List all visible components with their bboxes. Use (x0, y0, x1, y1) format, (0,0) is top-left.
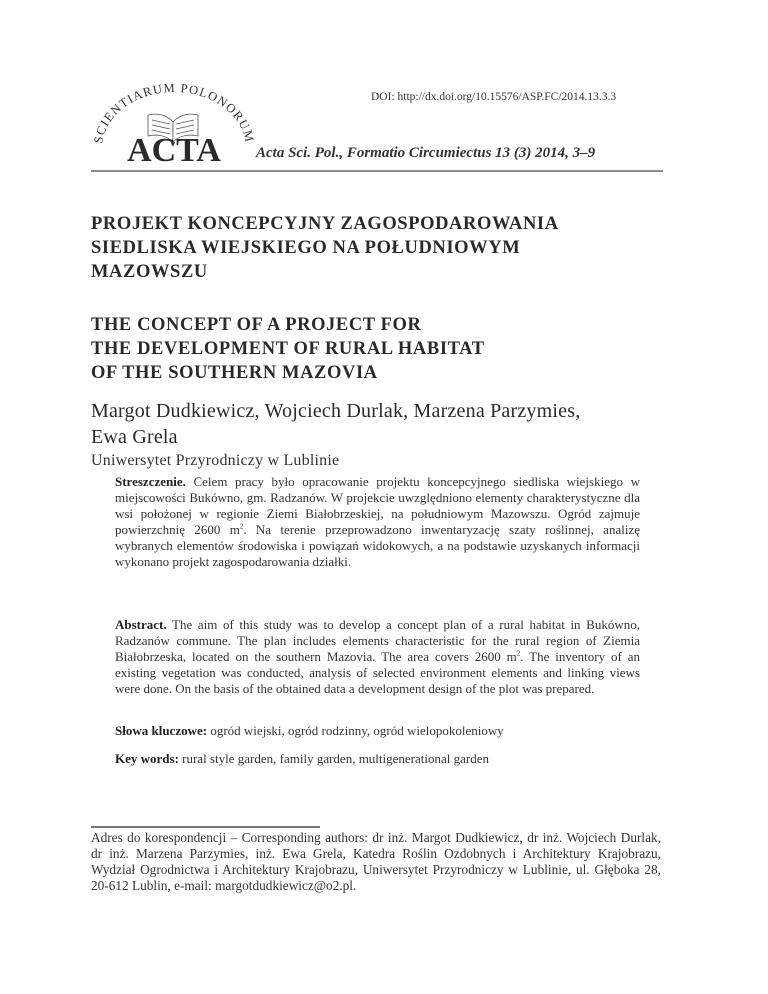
header-divider (91, 170, 663, 172)
title-english-line: THE CONCEPT OF A PROJECT FOR (91, 315, 422, 335)
title-polish-line: MAZOWSZU (91, 262, 208, 282)
logo-arc-text: SCIENTIARUM POLONORUM (91, 84, 257, 145)
abstract-polish (115, 474, 640, 570)
title-english (91, 313, 691, 385)
doi-link[interactable]: DOI: http://dx.doi.org/10.15576/ASP.FC/2014.13.3.3 (371, 91, 617, 103)
keywords-polish (115, 723, 640, 739)
superscript: 2 (516, 649, 521, 658)
abstract-english-label: Abstract. (115, 617, 167, 632)
correspondence-footnote: Adres do korespondencji – Corresponding authors: dr inż. Margot Dudkiewicz, dr inż. Wojciech Durlak, dr inż. Marzena Parzymies, inż. Ewa Grela, Katedra Roślin Ozdobnych i Architektury Krajobrazu, Wydział Ogrodnictwa i Architektury Krajobrazu, Uniwersytet Przyrodniczy w Lublinie, ul. Głęboka 28, 20-612 Lublin, e-mail: margotdudkiewicz@o2.pl. (91, 830, 661, 893)
title-english-line: THE DEVELOPMENT OF RURAL HABITAT (91, 339, 485, 359)
author-line: Ewa Grela (91, 426, 178, 448)
footnote-divider (91, 826, 320, 828)
keywords-english (115, 751, 640, 767)
keywords-english-label: Key words: (115, 751, 179, 766)
superscript: 2 (239, 522, 244, 531)
acta-logo-graphic (88, 84, 258, 162)
title-polish (91, 212, 691, 284)
abstract-polish-text-cont: . Na terenie przeprowadzono inwentaryzację szaty roślinnej, analizę wybranych elementów środowiska i powiązań widokowych, a na podstawie uzyskanych informacji wykonano projekt zagospodarowania działki. (115, 522, 640, 569)
title-polish-line: PROJEKT KONCEPCYJNY ZAGOSPODAROWANIA (91, 214, 559, 234)
abstract-polish-text: Celem pracy było opracowanie projektu koncepcyjnego siedliska wiejskiego w miejscowości Bukówno, gm. Radzanów. W projekcie uwzględniono elementy charakterystyczne dla wsi położonej w regionie Ziemi Białobrzeskiej, na południowym Mazowszu. Ogród zajmuje powierzchnię 2600 m (115, 474, 640, 537)
logo-acta-text: ACTA (127, 132, 221, 162)
abstract-english-text: The aim of this study was to develop a concept plan of a rural habitat in Bukówno, Radzanów commune. The plan includes elements characteristic for the rural region of Ziemia Białobrzeska, located on the southern Mazovia. The area covers 2600 m (115, 617, 640, 664)
journal-reference: Acta Sci. Pol., Formatio Circumiectus 13 (3) 2014, 3–9 (256, 145, 596, 161)
abstract-polish-label: Streszczenie. (115, 474, 186, 489)
keywords-polish-text: ogród wiejski, ogród rodzinny, ogród wielopokoleniowy (207, 723, 504, 738)
title-polish-line: SIEDLISKA WIEJSKIEGO NA POŁUDNIOWYM (91, 238, 521, 258)
author-affiliation: Uniwersytet Przyrodniczy w Lublinie (91, 452, 340, 469)
keywords-polish-label: Słowa kluczowe: (115, 723, 208, 738)
author-line: Margot Dudkiewicz, Wojciech Durlak, Marzena Parzymies, (91, 400, 581, 422)
acta-logo (88, 84, 258, 162)
abstract-english (115, 617, 640, 697)
title-english-line: OF THE SOUTHERN MAZOVIA (91, 363, 378, 383)
author-list (91, 398, 691, 450)
keywords-english-text: rural style garden, family garden, multigenerational garden (178, 751, 489, 766)
abstract-english-text-cont: . The inventory of an existing vegetation was conducted, analysis of selected environment elements and linking views were done. On the basis of the obtained data a development design of the plot was prepared. (115, 649, 640, 696)
